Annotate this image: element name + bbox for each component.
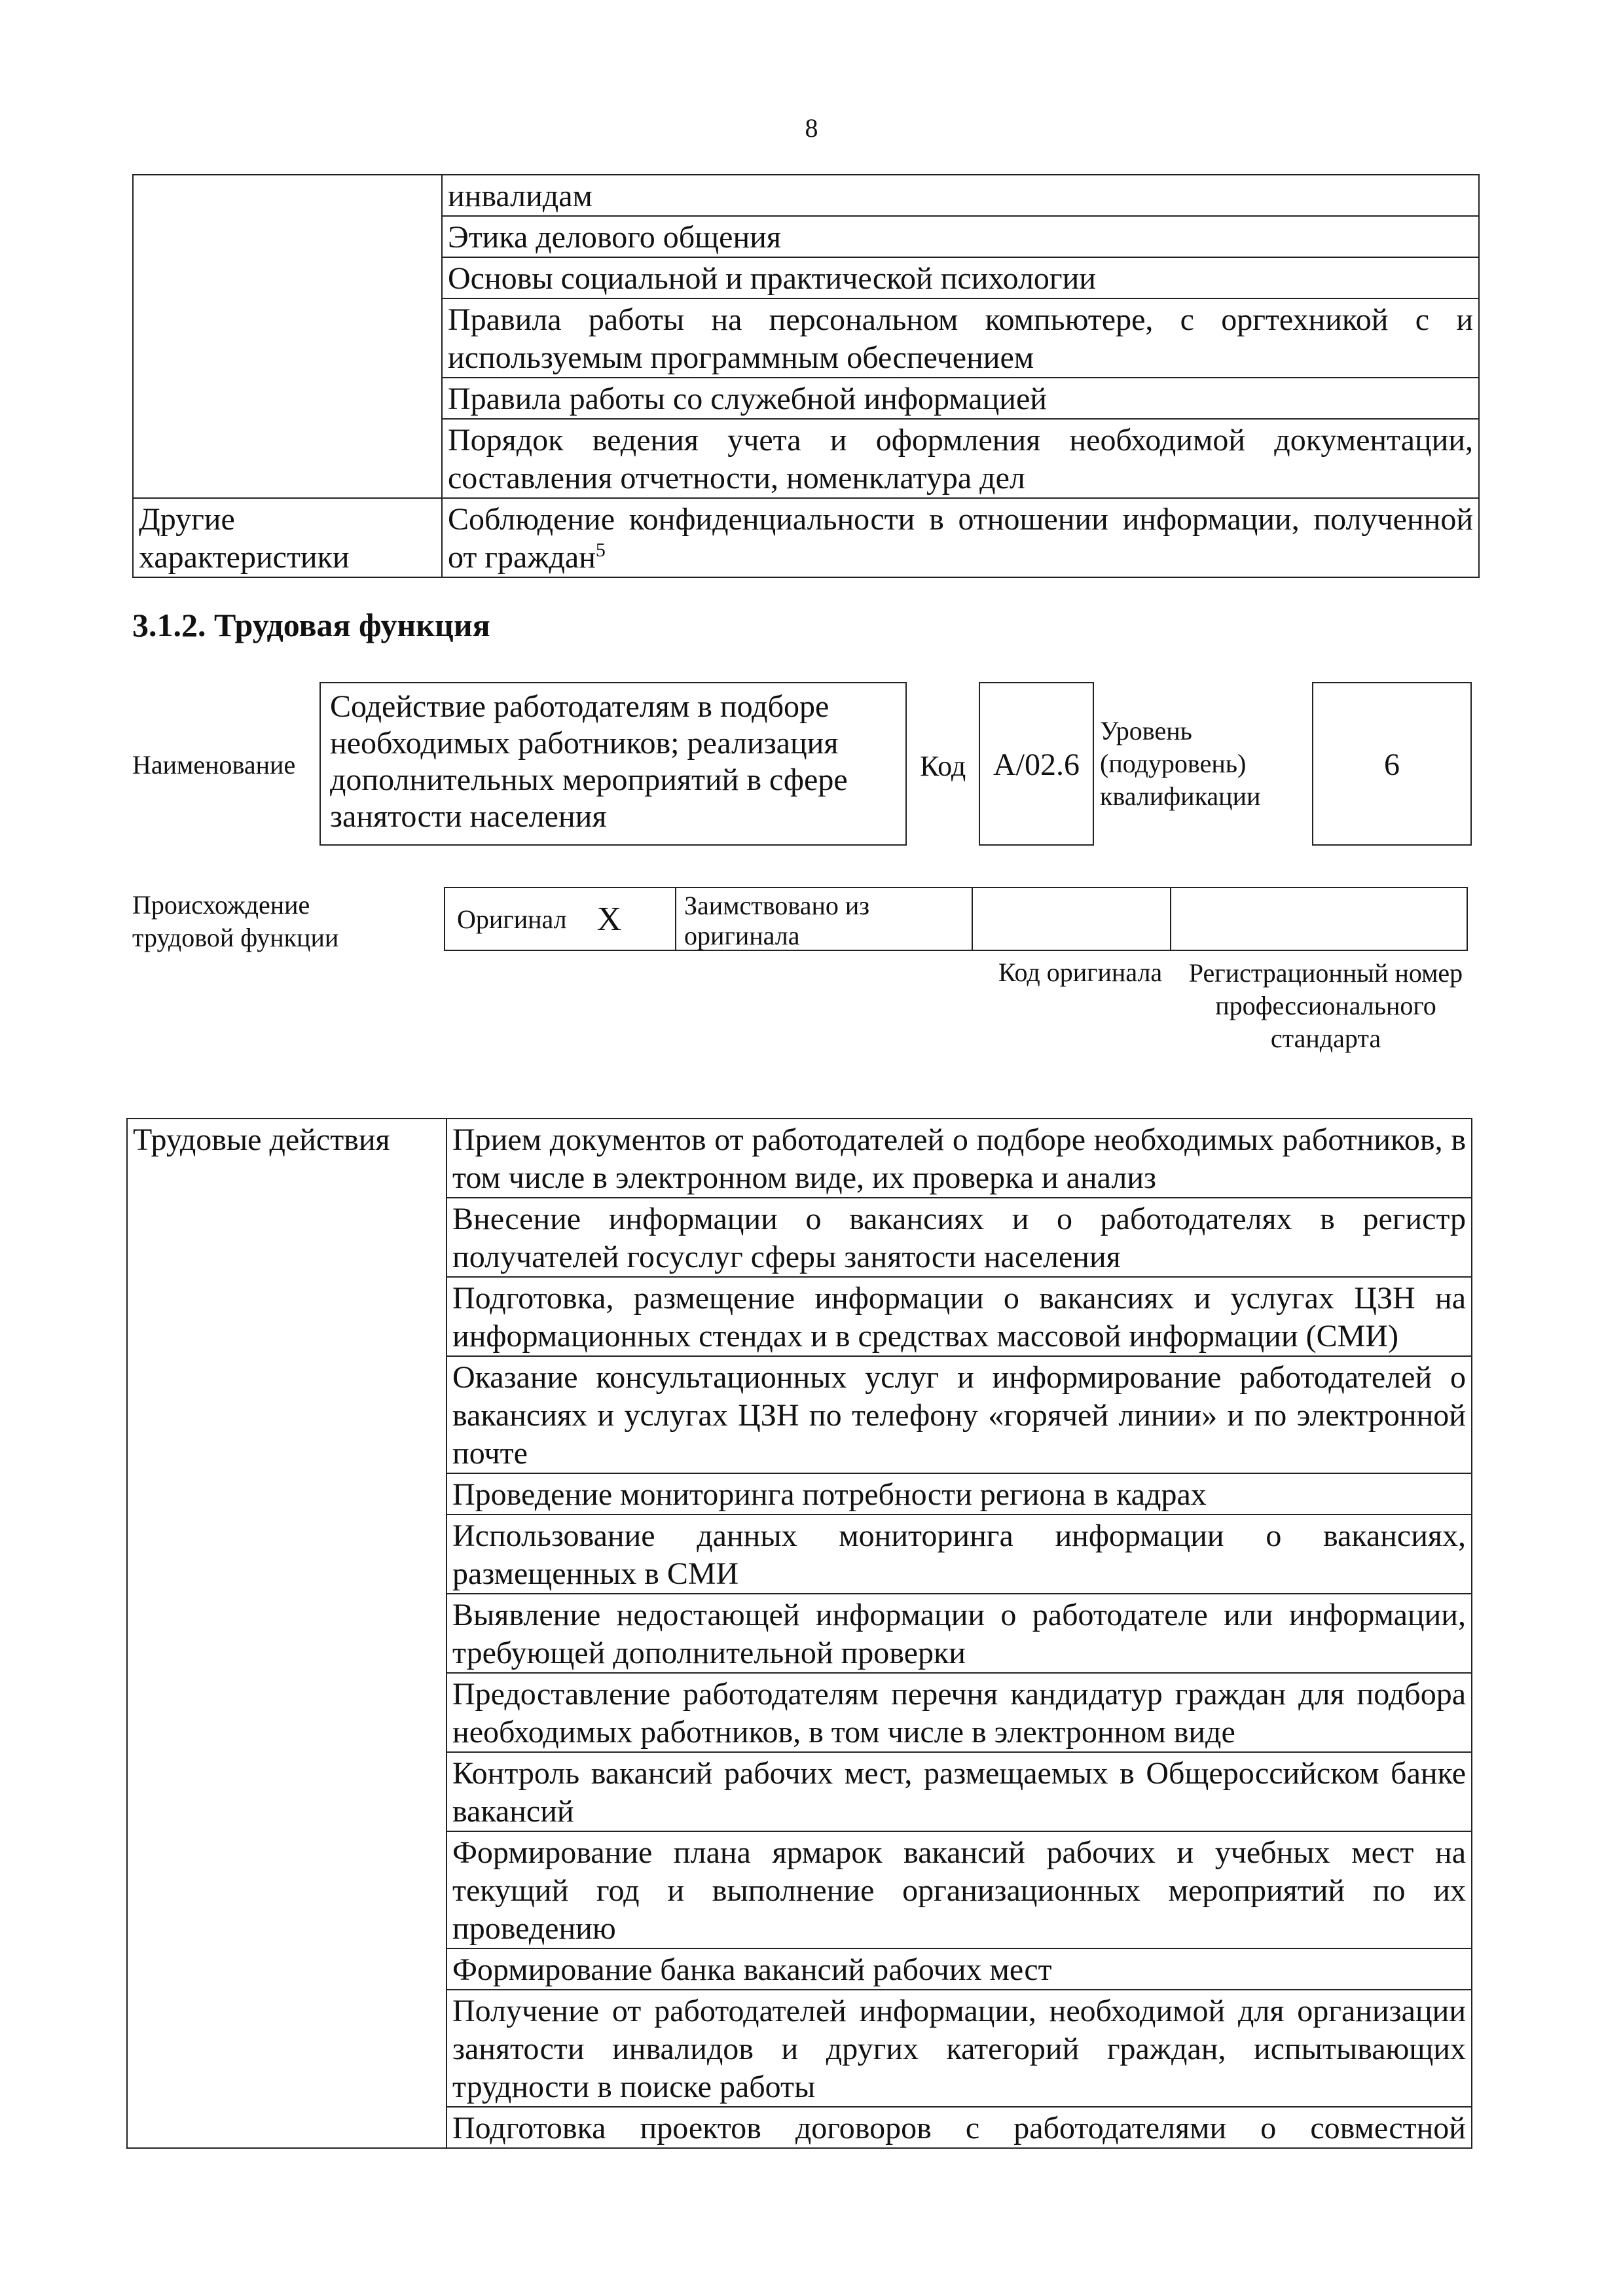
action-item: Подготовка, размещение информации о вакансиях и услугах ЦЗН на информационных стендах и в средствах массовой информации (СМИ): [447, 1277, 1472, 1356]
action-item: Внесение информации о вакансиях и о работодателях в регистр получателей госуслуг сферы занятости населения: [447, 1198, 1472, 1277]
actions-table: [126, 1118, 1472, 2149]
function-name-box: Содействие работодателям в подборе необходимых работников; реализация дополнительных мероприятий в сфере занятости населения: [319, 682, 907, 846]
table-cell: Правила работы со служебной информацией: [442, 378, 1479, 419]
table-row: [133, 498, 1479, 577]
action-item: Проведение мониторинга потребности региона в кадрах: [447, 1473, 1472, 1515]
other-characteristics-value: [442, 498, 1479, 577]
action-item: Предоставление работодателям перечня кандидатур граждан для подбора необходимых работников, в том числе в электронном виде: [447, 1673, 1472, 1752]
table-cell: Порядок ведения учета и оформления необходимой документации, составления отчетности, номенклатура дел: [442, 419, 1479, 498]
section-heading: 3.1.2. Трудовая функция: [132, 607, 490, 643]
origin-row: [445, 887, 1470, 951]
table-cell: Правила работы на персональном компьютере, с оргтехникой с и используемым программным обеспечением: [442, 298, 1479, 378]
action-item: Выявление недостающей информации о работодателе или информации, требующей дополнительной проверки: [447, 1594, 1472, 1673]
page-number: 8: [805, 113, 818, 143]
table-cell: Основы социальной и практической психологии: [442, 257, 1479, 298]
level-label: Уровень (подуровень) квалификации: [1100, 716, 1261, 811]
other-characteristics-label: Другие характеристики: [133, 498, 442, 577]
original-mark: X: [596, 900, 622, 938]
original-cell: [444, 887, 676, 951]
action-item: Оказание консультационных услуг и информирование работодателей о вакансиях и услугах ЦЗН по телефону «горячей линии» и по электронной почте: [447, 1356, 1472, 1473]
knowledge-table: [132, 174, 1480, 578]
action-item: Использование данных мониторинга информации о вакансиях, размещенных в СМИ: [447, 1515, 1472, 1594]
borrowed-cell: Заимствовано из оригинала: [675, 887, 973, 951]
code-value-box: A/02.6: [979, 682, 1094, 846]
origin-label: Происхождение трудовой функции: [132, 890, 339, 952]
action-item: Формирование плана ярмарок вакансий рабочих и учебных мест на текущий год и выполнение организационных мероприятий по их проведению: [447, 1831, 1472, 1948]
table-row: [133, 175, 1479, 216]
level-value-box: 6: [1312, 682, 1472, 846]
table-row: [127, 1119, 1472, 1198]
action-item: Получение от работодателей информации, необходимой для организации занятости инвалидов и других категорий граждан, испытывающих трудности в поиске работы: [447, 1990, 1472, 2107]
code-original-caption: Код оригинала: [998, 958, 1163, 987]
reg-number-caption: Регистрационный номер профессионального стандарта: [1188, 958, 1463, 1053]
reg-number-cell: [1170, 887, 1468, 951]
table-cell: Этика делового общения: [442, 216, 1479, 257]
action-item: Контроль вакансий рабочих мест, размещаемых в Общероссийском банке вакансий: [447, 1752, 1472, 1831]
table-cell: инвалидам: [442, 175, 1479, 216]
code-original-cell: [972, 887, 1171, 951]
action-item: Формирование банка вакансий рабочих мест: [447, 1948, 1472, 1990]
name-label: Наименование: [132, 750, 296, 780]
code-label: Код: [920, 750, 966, 782]
other-characteristics-text: Соблюдение конфиденциальности в отношении информации, полученной от граждан: [448, 502, 1473, 575]
actions-label: Трудовые действия: [127, 1119, 447, 2148]
empty-label-cell: [133, 175, 442, 498]
original-label: Оригинал: [457, 904, 567, 934]
action-item: Прием документов от работодателей о подборе необходимых работников, в том числе в электронном виде, их проверка и анализ: [447, 1119, 1472, 1198]
action-item: Подготовка проектов договоров с работодателями о совместной: [447, 2107, 1472, 2148]
footnote-marker: 5: [595, 539, 606, 561]
